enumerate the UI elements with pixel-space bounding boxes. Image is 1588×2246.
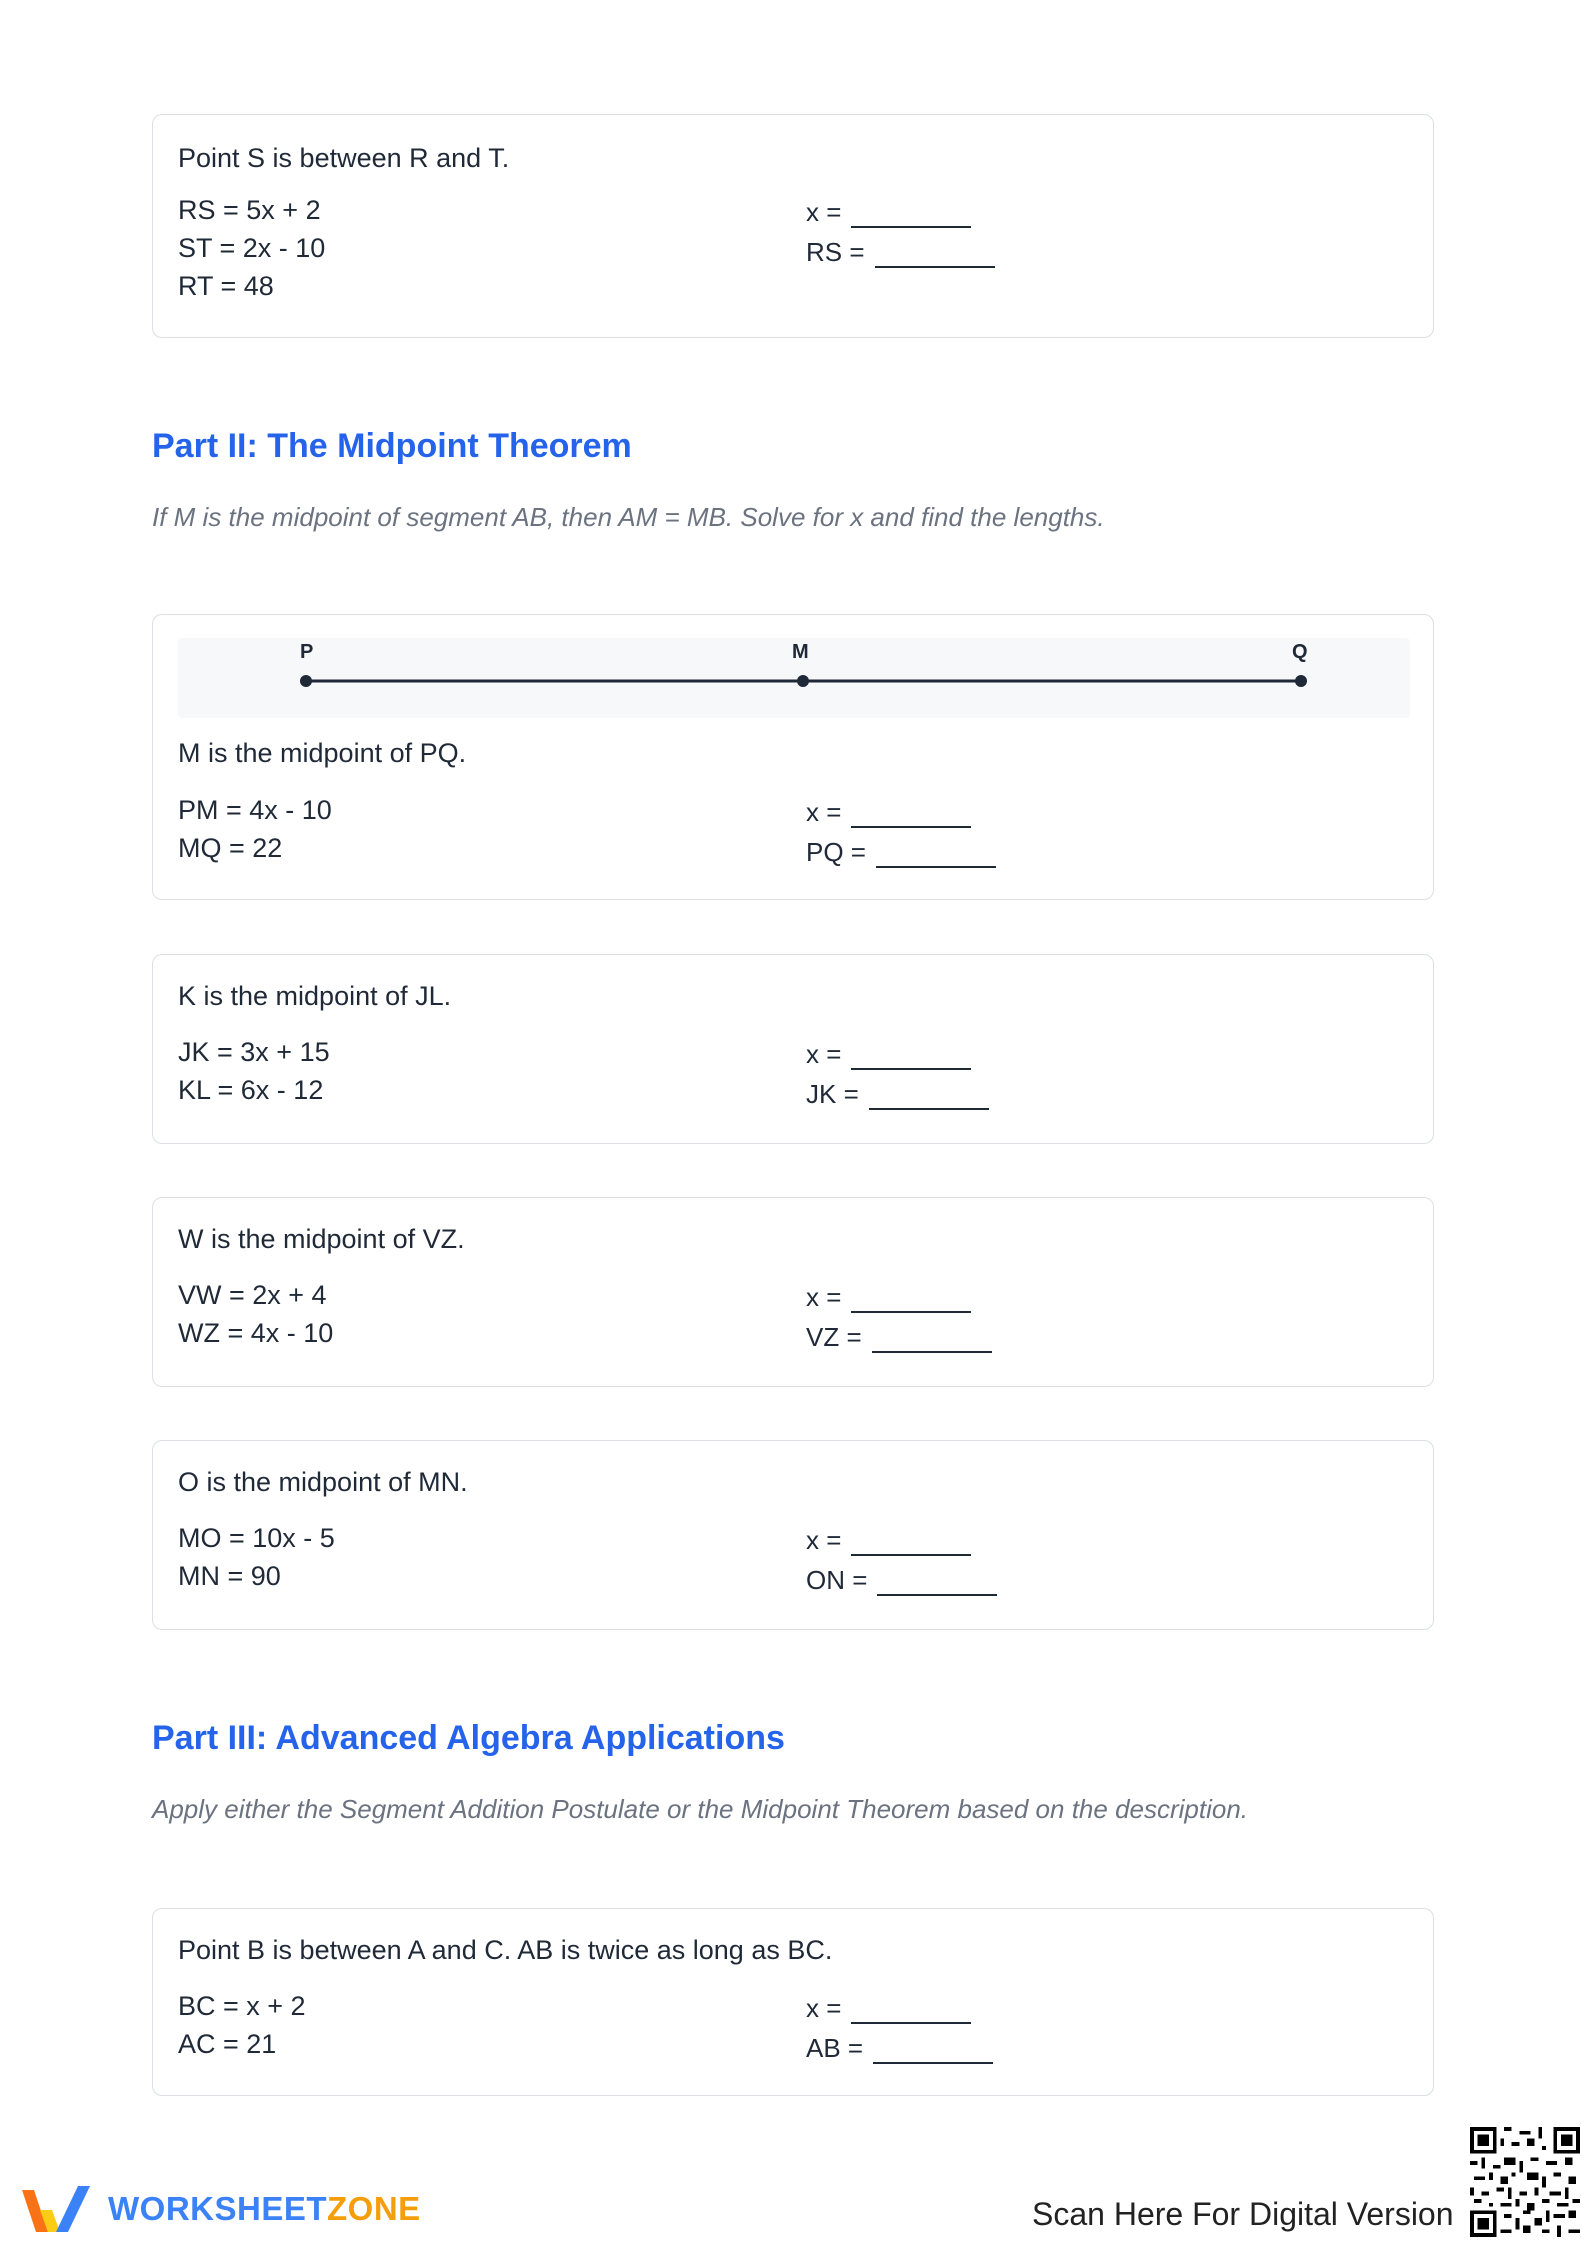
problem-card-abc: [152, 1908, 1434, 2096]
brand-name-part2: ZONE: [327, 2190, 421, 2227]
answer-x: [806, 1993, 971, 2024]
brand-name-part1: WORKSHEET: [108, 2190, 327, 2227]
answer-label: x =: [806, 1993, 842, 2023]
answer-x: [806, 1525, 971, 1556]
answer-blank[interactable]: [877, 1570, 997, 1596]
answer-blank[interactable]: [873, 2038, 993, 2064]
section-instruction-part2: If M is the midpoint of segment AB, then AM = MB. Solve for x and find the lengths.: [152, 502, 1105, 532]
answer-blank[interactable]: [851, 1530, 971, 1556]
answer-blank[interactable]: [851, 1044, 971, 1070]
segment-diagram-svg: [178, 638, 1410, 718]
answer-x: [806, 1039, 971, 1070]
given-equation: RT = 48: [178, 271, 274, 301]
answer-length: [806, 237, 995, 268]
problem-prompt: Point S is between R and T.: [178, 143, 510, 173]
midpoint-m: [797, 675, 809, 687]
given-equation: RS = 5x + 2: [178, 195, 321, 225]
given-equation: MO = 10x - 5: [178, 1523, 335, 1553]
brand-name: [108, 2190, 421, 2228]
label-p: P: [300, 641, 314, 663]
label-m: M: [792, 641, 809, 663]
given-equation: VW = 2x + 4: [178, 1280, 327, 1310]
given-equation: WZ = 4x - 10: [178, 1318, 334, 1348]
answer-blank[interactable]: [851, 202, 971, 228]
answer-label: x =: [806, 1039, 842, 1069]
given-equation: PM = 4x - 10: [178, 795, 332, 825]
answer-blank[interactable]: [851, 802, 971, 828]
problem-prompt: Point B is between A and C. AB is twice as long as BC.: [178, 1935, 833, 1965]
answer-blank[interactable]: [875, 242, 995, 268]
given-equation: ST = 2x - 10: [178, 233, 326, 263]
given-equation: BC = x + 2: [178, 1991, 306, 2021]
given-equation: KL = 6x - 12: [178, 1075, 324, 1105]
problem-card-pq: [152, 614, 1434, 900]
problem-prompt: O is the midpoint of MN.: [178, 1467, 468, 1497]
problem-prompt: M is the midpoint of PQ.: [178, 738, 467, 768]
problem-card-jl: [152, 954, 1434, 1144]
answer-x: [806, 797, 971, 828]
answer-length: [806, 1079, 989, 1110]
answer-length: [806, 837, 996, 868]
section-instruction-part3: Apply either the Segment Addition Postulate or the Midpoint Theorem based on the description.: [152, 1794, 1249, 1824]
answer-blank[interactable]: [876, 842, 996, 868]
answer-blank[interactable]: [851, 1998, 971, 2024]
problem-card-vz: [152, 1197, 1434, 1387]
problem-card-rst: [152, 114, 1434, 338]
section-heading-part3: Part III: Advanced Algebra Applications: [152, 1719, 785, 1757]
section-heading-part2: Part II: The Midpoint Theorem: [152, 427, 632, 465]
given-equation: AC = 21: [178, 2029, 277, 2059]
answer-label: x =: [806, 1525, 842, 1555]
endpoint-p: [300, 675, 312, 687]
endpoint-q: [1295, 675, 1307, 687]
given-equation: JK = 3x + 15: [178, 1037, 330, 1067]
worksheetzone-logo[interactable]: [18, 2180, 421, 2238]
answer-label: x =: [806, 797, 842, 827]
qr-code-icon[interactable]: [1470, 2127, 1580, 2237]
given-equation: MN = 90: [178, 1561, 281, 1591]
answer-blank[interactable]: [872, 1327, 992, 1353]
answer-label: PQ =: [806, 837, 866, 867]
answer-length: [806, 2033, 993, 2064]
problem-prompt: W is the midpoint of VZ.: [178, 1224, 465, 1254]
problem-prompt: K is the midpoint of JL.: [178, 981, 452, 1011]
answer-label: RS =: [806, 237, 865, 267]
answer-label: VZ =: [806, 1322, 862, 1352]
problem-card-mn: [152, 1440, 1434, 1630]
answer-label: x =: [806, 1282, 842, 1312]
given-equation: MQ = 22: [178, 833, 283, 863]
answer-blank[interactable]: [851, 1287, 971, 1313]
segment-diagram: [178, 638, 1410, 718]
answer-blank[interactable]: [869, 1084, 989, 1110]
answer-label: JK =: [806, 1079, 859, 1109]
answer-x: [806, 197, 971, 228]
answer-label: AB =: [806, 2033, 864, 2063]
answer-length: [806, 1565, 997, 1596]
label-q: Q: [1292, 641, 1308, 663]
answer-label: ON =: [806, 1565, 868, 1595]
answer-x: [806, 1282, 971, 1313]
scan-text: Scan Here For Digital Version: [1032, 2196, 1454, 2232]
logo-mark-icon: [18, 2180, 94, 2238]
answer-length: [806, 1322, 992, 1353]
answer-label: x =: [806, 197, 842, 227]
